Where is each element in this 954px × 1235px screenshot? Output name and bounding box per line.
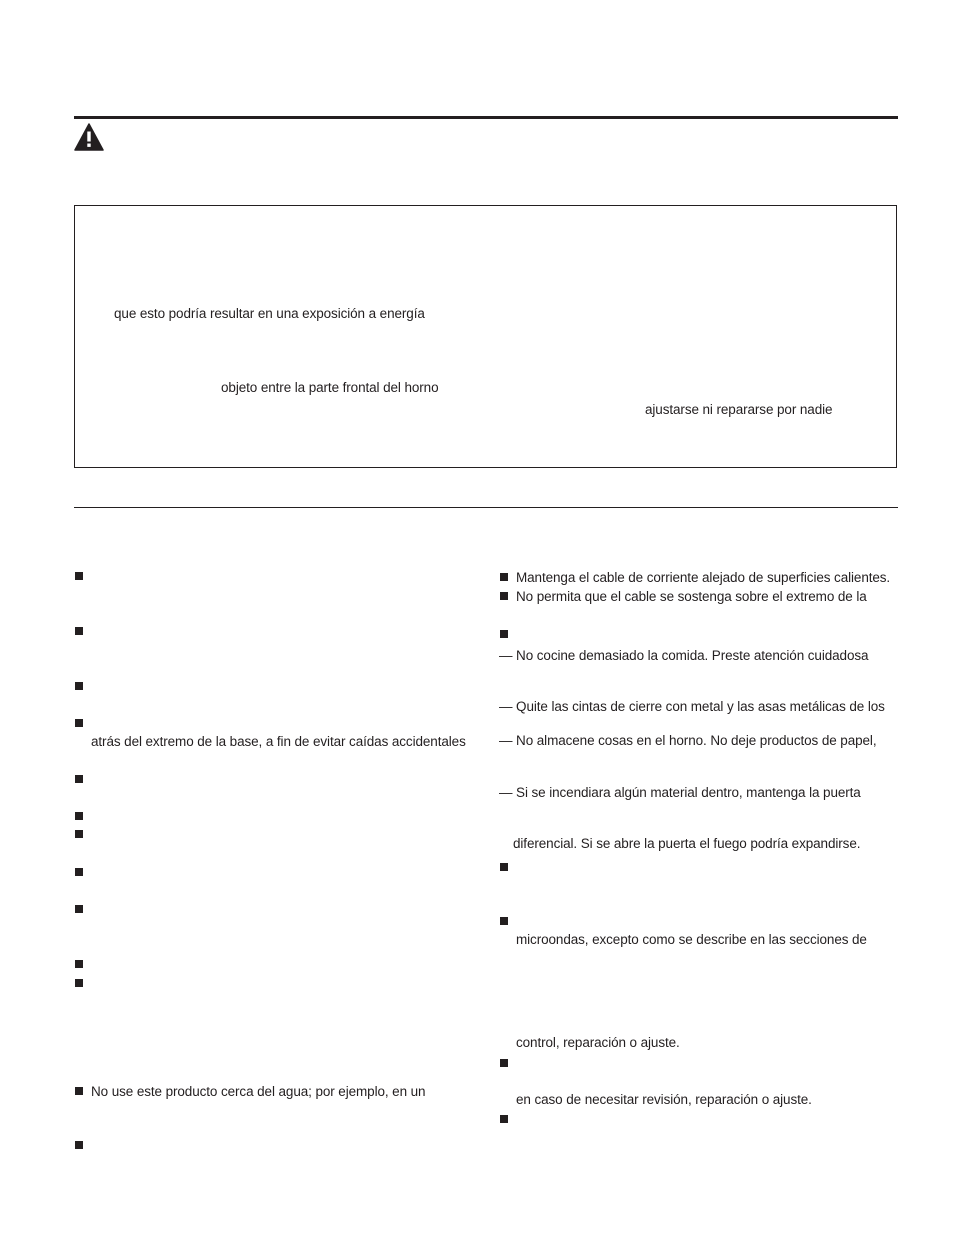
right-line-twist-ties: — Quite las cintas de cierre con metal y las asas metálicas de los xyxy=(499,699,885,714)
left-line-base: atrás del extremo de la base, a fin de evitar caídas accidentales xyxy=(91,734,466,749)
square-bullet-icon xyxy=(75,1087,83,1095)
square-bullet-icon xyxy=(500,573,508,581)
square-bullet-icon xyxy=(500,630,508,638)
square-bullet-icon xyxy=(75,775,83,783)
right-line-breaker: diferencial. Si se abre la puerta el fuego podría expandirse. xyxy=(513,836,861,851)
square-bullet-icon xyxy=(500,863,508,871)
square-bullet-icon xyxy=(500,1115,508,1123)
warning-triangle-icon xyxy=(74,123,104,151)
warning-box-line-3: ajustarse ni repararse por nadie xyxy=(645,402,833,417)
square-bullet-icon xyxy=(75,572,83,580)
right-line-overcook: — No cocine demasiado la comida. Preste atención cuidadosa xyxy=(499,648,869,663)
square-bullet-icon xyxy=(75,830,83,838)
square-bullet-icon xyxy=(500,1059,508,1067)
right-line-storage: — No almacene cosas en el horno. No deje productos de papel, xyxy=(499,733,877,748)
right-line-service: en caso de necesitar revisión, reparación o ajuste. xyxy=(516,1092,812,1107)
warning-box-line-1: que esto podría resultar en una exposición a energía xyxy=(114,306,425,321)
square-bullet-icon xyxy=(75,812,83,820)
square-bullet-icon xyxy=(75,868,83,876)
top-rule xyxy=(74,116,898,119)
square-bullet-icon xyxy=(500,917,508,925)
square-bullet-icon xyxy=(75,905,83,913)
right-line-cord-hang: No permita que el cable se sostenga sobre el extremo de la xyxy=(516,589,867,604)
square-bullet-icon xyxy=(75,979,83,987)
warning-box xyxy=(74,205,897,468)
square-bullet-icon xyxy=(500,592,508,600)
right-line-control: control, reparación o ajuste. xyxy=(516,1035,680,1050)
section-rule xyxy=(74,507,898,508)
square-bullet-icon xyxy=(75,960,83,968)
square-bullet-icon xyxy=(75,627,83,635)
right-line-fire: — Si se incendiara algún material dentro, mantenga la puerta xyxy=(499,785,861,800)
square-bullet-icon xyxy=(75,1141,83,1149)
square-bullet-icon xyxy=(75,719,83,727)
left-line-water: No use este producto cerca del agua; por ejemplo, en un xyxy=(91,1084,426,1099)
right-line-cord-hot: Mantenga el cable de corriente alejado de superficies calientes. xyxy=(516,570,891,585)
warning-box-line-2: objeto entre la parte frontal del horno xyxy=(221,380,439,395)
right-line-microwave: microondas, excepto como se describe en las secciones de xyxy=(516,932,867,947)
square-bullet-icon xyxy=(75,682,83,690)
